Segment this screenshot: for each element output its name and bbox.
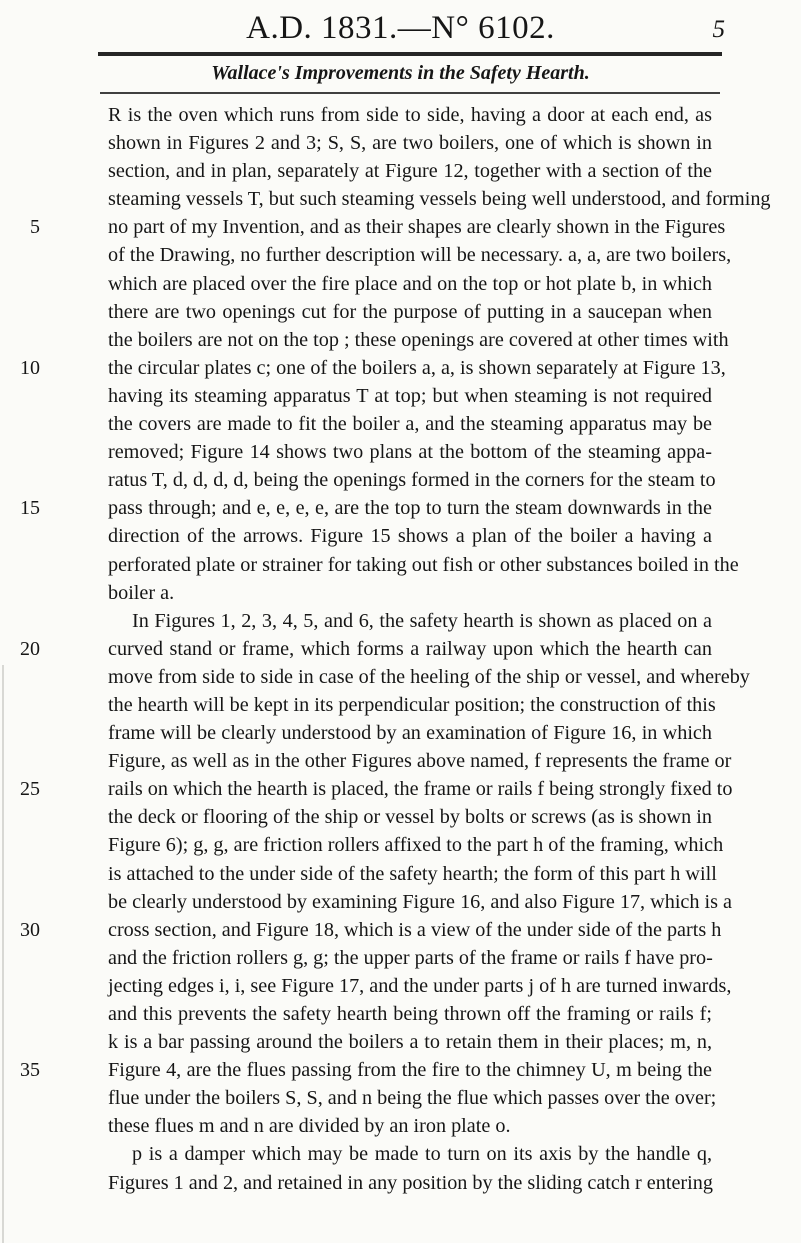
text-line	[108, 1028, 712, 1056]
line-text: R is the oven which runs from side to side, having a door at each end, as	[108, 104, 712, 126]
line-text: direction of the arrows. Figure 15 shows a plan of the boiler a having a	[108, 525, 712, 548]
text-line	[108, 1140, 712, 1168]
line-number: 15	[20, 497, 40, 520]
text-line	[108, 944, 712, 972]
line-text: shown in Figures 2 and 3; S, S, are two boilers, one of which is shown in	[108, 132, 712, 155]
line-text: Figure 6); g, g, are friction rollers affixed to the part h of the framing, which	[108, 834, 724, 857]
line-text: k is a bar passing around the boilers a to retain them in their places; m, n,	[108, 1031, 712, 1054]
line-number: 30	[20, 918, 40, 941]
text-line	[108, 551, 739, 579]
subtitle-rule	[100, 92, 720, 94]
line-text: boiler a.	[108, 581, 175, 604]
text-line	[20, 916, 722, 944]
line-text: flue under the boilers S, S, and n being the flue which passes over the over;	[108, 1087, 717, 1110]
text-line	[108, 241, 732, 269]
line-text: Figures 1 and 2, and retained in any position by the sliding catch r entering	[108, 1171, 713, 1194]
text-line	[108, 888, 732, 916]
line-text: section, and in plan, separately at Figure 12, together with a section of the	[108, 160, 712, 183]
text-line	[108, 607, 712, 635]
text-line	[108, 803, 712, 831]
line-number: 10	[20, 356, 40, 379]
line-text: the circular plates c; one of the boilers a, a, is shown separately at Figure 13,	[108, 356, 726, 379]
text-line	[108, 1112, 712, 1140]
text-line	[108, 579, 712, 607]
text-line	[108, 522, 712, 550]
text-line	[20, 1056, 712, 1084]
line-number: 25	[20, 778, 40, 801]
line-text: move from side to side in case of the heeling of the ship or vessel, and whereby	[108, 665, 750, 688]
line-text: ratus T, d, d, d, d, being the openings formed in the corners for the steam to	[108, 469, 716, 492]
text-line	[108, 831, 724, 859]
text-line	[108, 972, 732, 1000]
text-line	[108, 157, 712, 185]
line-text: In Figures 1, 2, 3, 4, 5, and 6, the safety hearth is shown as placed on a	[132, 609, 712, 632]
text-line	[108, 185, 771, 213]
line-text: the covers are made to fit the boiler a, and the steaming apparatus may be	[108, 413, 712, 436]
text-line	[20, 775, 733, 803]
line-text: jecting edges i, i, see Figure 17, and the under parts j of h are turned inwards,	[108, 974, 732, 997]
text-line	[108, 326, 729, 354]
line-text: frame will be clearly understood by an examination of Figure 16, in which	[108, 722, 712, 745]
line-text: there are two openings cut for the purpose of putting in a saucepan when	[108, 300, 712, 323]
line-text: and the friction rollers g, g; the upper parts of the frame or rails f have pro-	[108, 946, 713, 969]
line-text: the boilers are not on the top ; these openings are covered at other times with	[108, 328, 729, 351]
line-text: steaming vessels T, but such steaming vessels being well understood, and forming	[108, 188, 771, 211]
line-text: cross section, and Figure 18, which is a view of the under side of the parts h	[108, 918, 722, 941]
text-line	[108, 860, 717, 888]
line-text: the deck or flooring of the ship or vessel by bolts or screws (as is shown in	[108, 806, 712, 829]
line-text: is attached to the under side of the safety hearth; the form of this part h will	[108, 862, 717, 885]
line-text: of the Drawing, no further description will be necessary. a, a, are two boilers,	[108, 244, 732, 267]
text-line	[108, 466, 716, 494]
text-line	[108, 101, 712, 129]
scan-edge	[2, 665, 4, 1243]
line-text: these flues m and n are divided by an iron plate o.	[108, 1115, 511, 1138]
text-line	[108, 747, 732, 775]
text-line	[108, 129, 712, 157]
line-text: having its steaming apparatus T at top; but when steaming is not required	[108, 384, 712, 407]
text-line	[108, 1169, 712, 1197]
text-line	[108, 298, 712, 326]
line-number: 35	[20, 1059, 40, 1082]
header-rule	[98, 52, 722, 56]
line-text: pass through; and e, e, e, e, are the top to turn the steam downwards in the	[108, 497, 712, 520]
running-subtitle: Wallace's Improvements in the Safety Hearth.	[211, 62, 590, 84]
line-number: 5	[30, 216, 40, 239]
text-line	[108, 719, 712, 747]
text-line	[20, 494, 712, 522]
text-line	[108, 382, 712, 410]
line-text: no part of my Invention, and as their shapes are clearly shown in the Figures	[108, 216, 726, 239]
page-header	[0, 10, 801, 50]
line-text: which are placed over the fire place and on the top or hot plate b, in which	[108, 272, 712, 295]
line-text: p is a damper which may be made to turn on its axis by the handle q,	[132, 1143, 712, 1166]
text-line	[108, 691, 716, 719]
text-line	[20, 354, 726, 382]
page-title: A.D. 1831.—N° 6102.	[246, 10, 555, 46]
line-text: Figure 4, are the flues passing from the fire to the chimney U, m being the	[108, 1059, 712, 1082]
text-line	[20, 635, 712, 663]
line-number: 20	[20, 637, 40, 660]
page-number: 5	[712, 16, 725, 43]
line-text: rails on which the hearth is placed, the frame or rails f being strongly fixed to	[108, 778, 733, 801]
body-text	[20, 101, 771, 1197]
line-text: removed; Figure 14 shows two plans at the bottom of the steaming appa-	[108, 441, 712, 464]
text-line	[108, 438, 712, 466]
line-text: perforated plate or strainer for taking out fish or other substances boiled in the	[108, 553, 739, 576]
line-text: Figure, as well as in the other Figures above named, f represents the frame or	[108, 750, 732, 773]
text-line	[108, 270, 712, 298]
line-text: the hearth will be kept in its perpendicular position; the construction of this	[108, 693, 716, 716]
text-line	[108, 410, 712, 438]
text-line	[108, 663, 750, 691]
line-text: and this prevents the safety hearth being thrown off the framing or rails f;	[108, 1003, 712, 1025]
text-line	[108, 1000, 712, 1028]
line-text: be clearly understood by examining Figure 16, and also Figure 17, which is a	[108, 890, 732, 913]
text-line	[30, 213, 726, 241]
line-text: curved stand or frame, which forms a railway upon which the hearth can	[108, 637, 712, 660]
text-line	[108, 1084, 717, 1112]
